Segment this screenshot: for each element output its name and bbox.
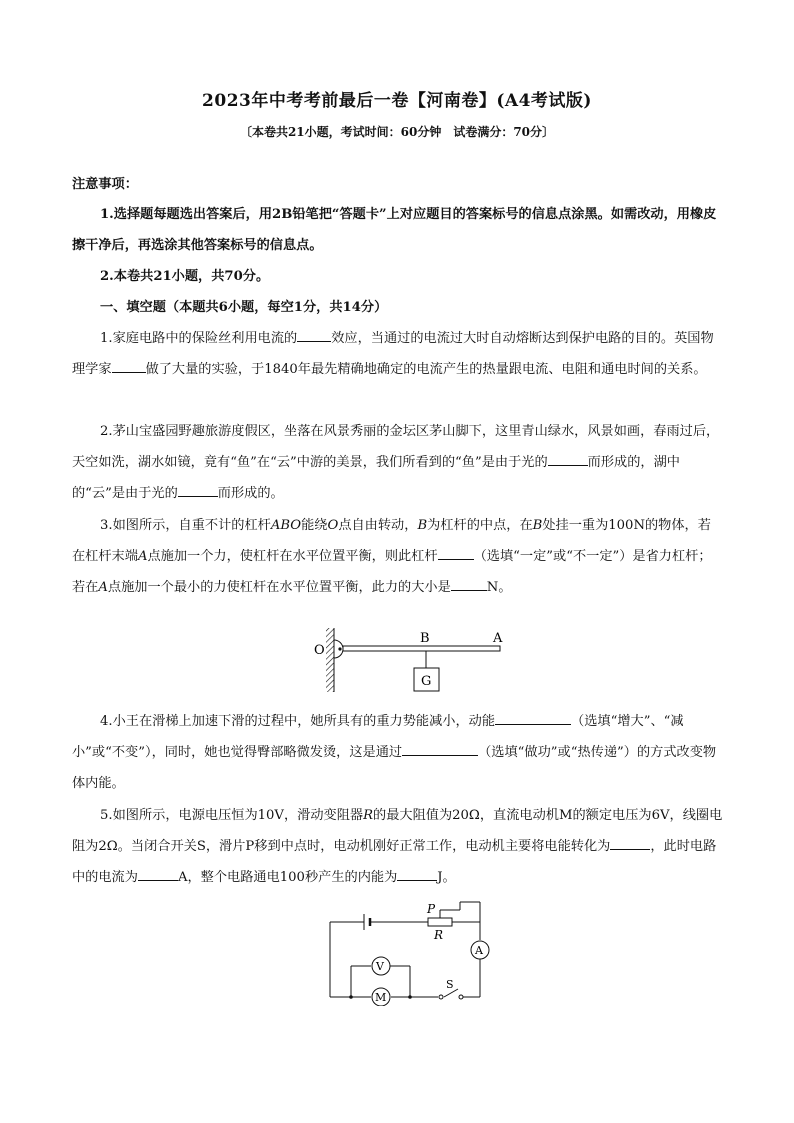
q3-answer-blank-2[interactable] (451, 575, 487, 591)
question-3 (72, 510, 724, 603)
page-title: 2023年中考考前最后一卷【河南卷】(A4考试版) (202, 91, 592, 111)
q4-answer-blank-2[interactable] (402, 740, 478, 756)
q1-text-2: 效应，当通过的电流过大时自动熔断达到保护电路的目的。英国物理学家 (72, 331, 714, 377)
q5-text-5: J。 (437, 870, 456, 885)
q3-text-7: （选填“一定”或“不一定”）是省力杠杆；若在 (72, 549, 712, 595)
lever-figure (310, 624, 510, 696)
notice-item-1: 1.选择题每题选出答案后，用2B铅笔把“答题卡”上对应题目的答案标号的信息点涂黑。如需改动，用橡皮擦干净后，再选涂其他答案标号的信息点。 (72, 207, 717, 253)
q3-text-1: 3.如图所示，自重不计的杠杆 (100, 518, 271, 533)
q2-answer-blank-1[interactable] (548, 450, 588, 466)
label-r: R (434, 928, 444, 942)
q3-text-4: 为杠杆的中点，在 (427, 518, 533, 533)
question-5 (72, 800, 724, 893)
label-voltmeter: V (376, 960, 384, 973)
junction-right (408, 995, 412, 999)
q1-answer-blank-2[interactable] (112, 357, 146, 373)
q5-var-r: R (363, 808, 374, 823)
label-p: P (427, 902, 436, 916)
q5-text-3: ，此时电路中的电流为 (72, 839, 717, 885)
q2-text-2: 而形成的，湖中的“云”是由于光的 (72, 455, 680, 501)
q2-answer-blank-2[interactable] (178, 481, 218, 497)
q5-answer-blank-3[interactable] (397, 865, 437, 881)
label-switch: S (446, 978, 454, 991)
label-ammeter: A (475, 944, 483, 957)
q3-var-b2: B (532, 518, 543, 533)
q1-answer-blank-1[interactable] (297, 326, 331, 342)
label-o: O (314, 643, 325, 658)
q4-answer-blank-1[interactable] (495, 709, 571, 725)
q4-text-1: 4.小王在滑梯上加速下滑的过程中，她所具有的重力势能减小，动能 (100, 714, 496, 729)
question-1 (72, 323, 724, 385)
q5-text-1: 5.如图所示，电源电压恒为10V，滑动变阻器 (100, 808, 364, 823)
q2-text-1: 2.茅山宝盛园野趣旅游度假区，坐落在风景秀丽的金坛区茅山脚下，这里青山绿水，风景如画，春雨过后，天空如洗，湖水如镜，竟有“鱼”在“云”中游的美景，我们所看到的“鱼”是由于光的 (72, 424, 720, 470)
label-b: B (420, 631, 430, 646)
q3-var-a: A (137, 549, 148, 564)
wall-hatching (326, 628, 334, 692)
notice-heading: 注意事项： (72, 177, 138, 192)
q3-text-6: 点施加一个力，使杠杆在水平位置平衡，则此杠杆 (147, 549, 438, 564)
q3-var-abo: ABO (270, 518, 302, 533)
switch-contact-right (459, 995, 463, 999)
section-heading: 一、填空题（本题共6小题，每空1分，共14分） (100, 300, 388, 315)
q4-text-2: （选填“增大”、“减小”或“不变”），同时，她也觉得臀部略微发烫，这是通过 (72, 714, 684, 760)
label-g: G (421, 674, 432, 689)
q3-var-a2: A (98, 580, 108, 595)
rheostat-body (428, 918, 452, 926)
q5-text-2: 的最大阻值为20Ω，直流电动机M的额定电压为6V，线圈电阻为2Ω。当闭合开关S，滑片P移到中点时，电动机刚好正常工作，电动机主要将电能转化为 (72, 808, 723, 854)
circuit-figure (320, 900, 500, 1006)
q3-var-o: O (327, 518, 339, 533)
q3-var-b: B (417, 518, 428, 533)
exam-info: 〔本卷共21小题，考试时间：60分钟 试卷满分：70分〕 (239, 125, 555, 139)
question-2 (72, 416, 724, 509)
q4-text-3: （选填“做功”或“热传递”）的方式改变物体内能。 (72, 745, 717, 791)
q5-answer-blank-2[interactable] (138, 865, 178, 881)
q3-text-3: 点自由转动， (338, 518, 418, 533)
q3-answer-blank-1[interactable] (438, 544, 474, 560)
notice-item-2: 2.本卷共21小题，共70分。 (100, 269, 270, 284)
label-a: A (493, 631, 503, 646)
label-motor: M (375, 991, 387, 1004)
q3-text-5: 处挂一重为100N的物体，若在杠杆末端 (72, 518, 711, 564)
q1-text-1: 1.家庭电路中的保险丝利用电流的 (100, 331, 298, 346)
question-4 (72, 706, 724, 799)
q3-text-9: N。 (486, 580, 512, 595)
q5-text-4: A，整个电路通电100秒产生的内能为 (177, 870, 398, 885)
lever-bar (343, 646, 500, 651)
q3-text-2: 能绕 (301, 518, 328, 533)
q3-text-8: 点施加一个最小的力使杠杆在水平位置平衡，此力的大小是 (107, 580, 451, 595)
q2-text-3: 而形成的。 (217, 486, 284, 501)
q1-text-3: 做了大量的实验，于1840年最先精确地确定的电流产生的热量跟电流、电阻和通电时间的关系。 (145, 362, 707, 377)
switch-contact-left (439, 995, 443, 999)
junction-left (349, 995, 353, 999)
q5-answer-blank-1[interactable] (610, 834, 650, 850)
pivot-point (338, 647, 341, 650)
